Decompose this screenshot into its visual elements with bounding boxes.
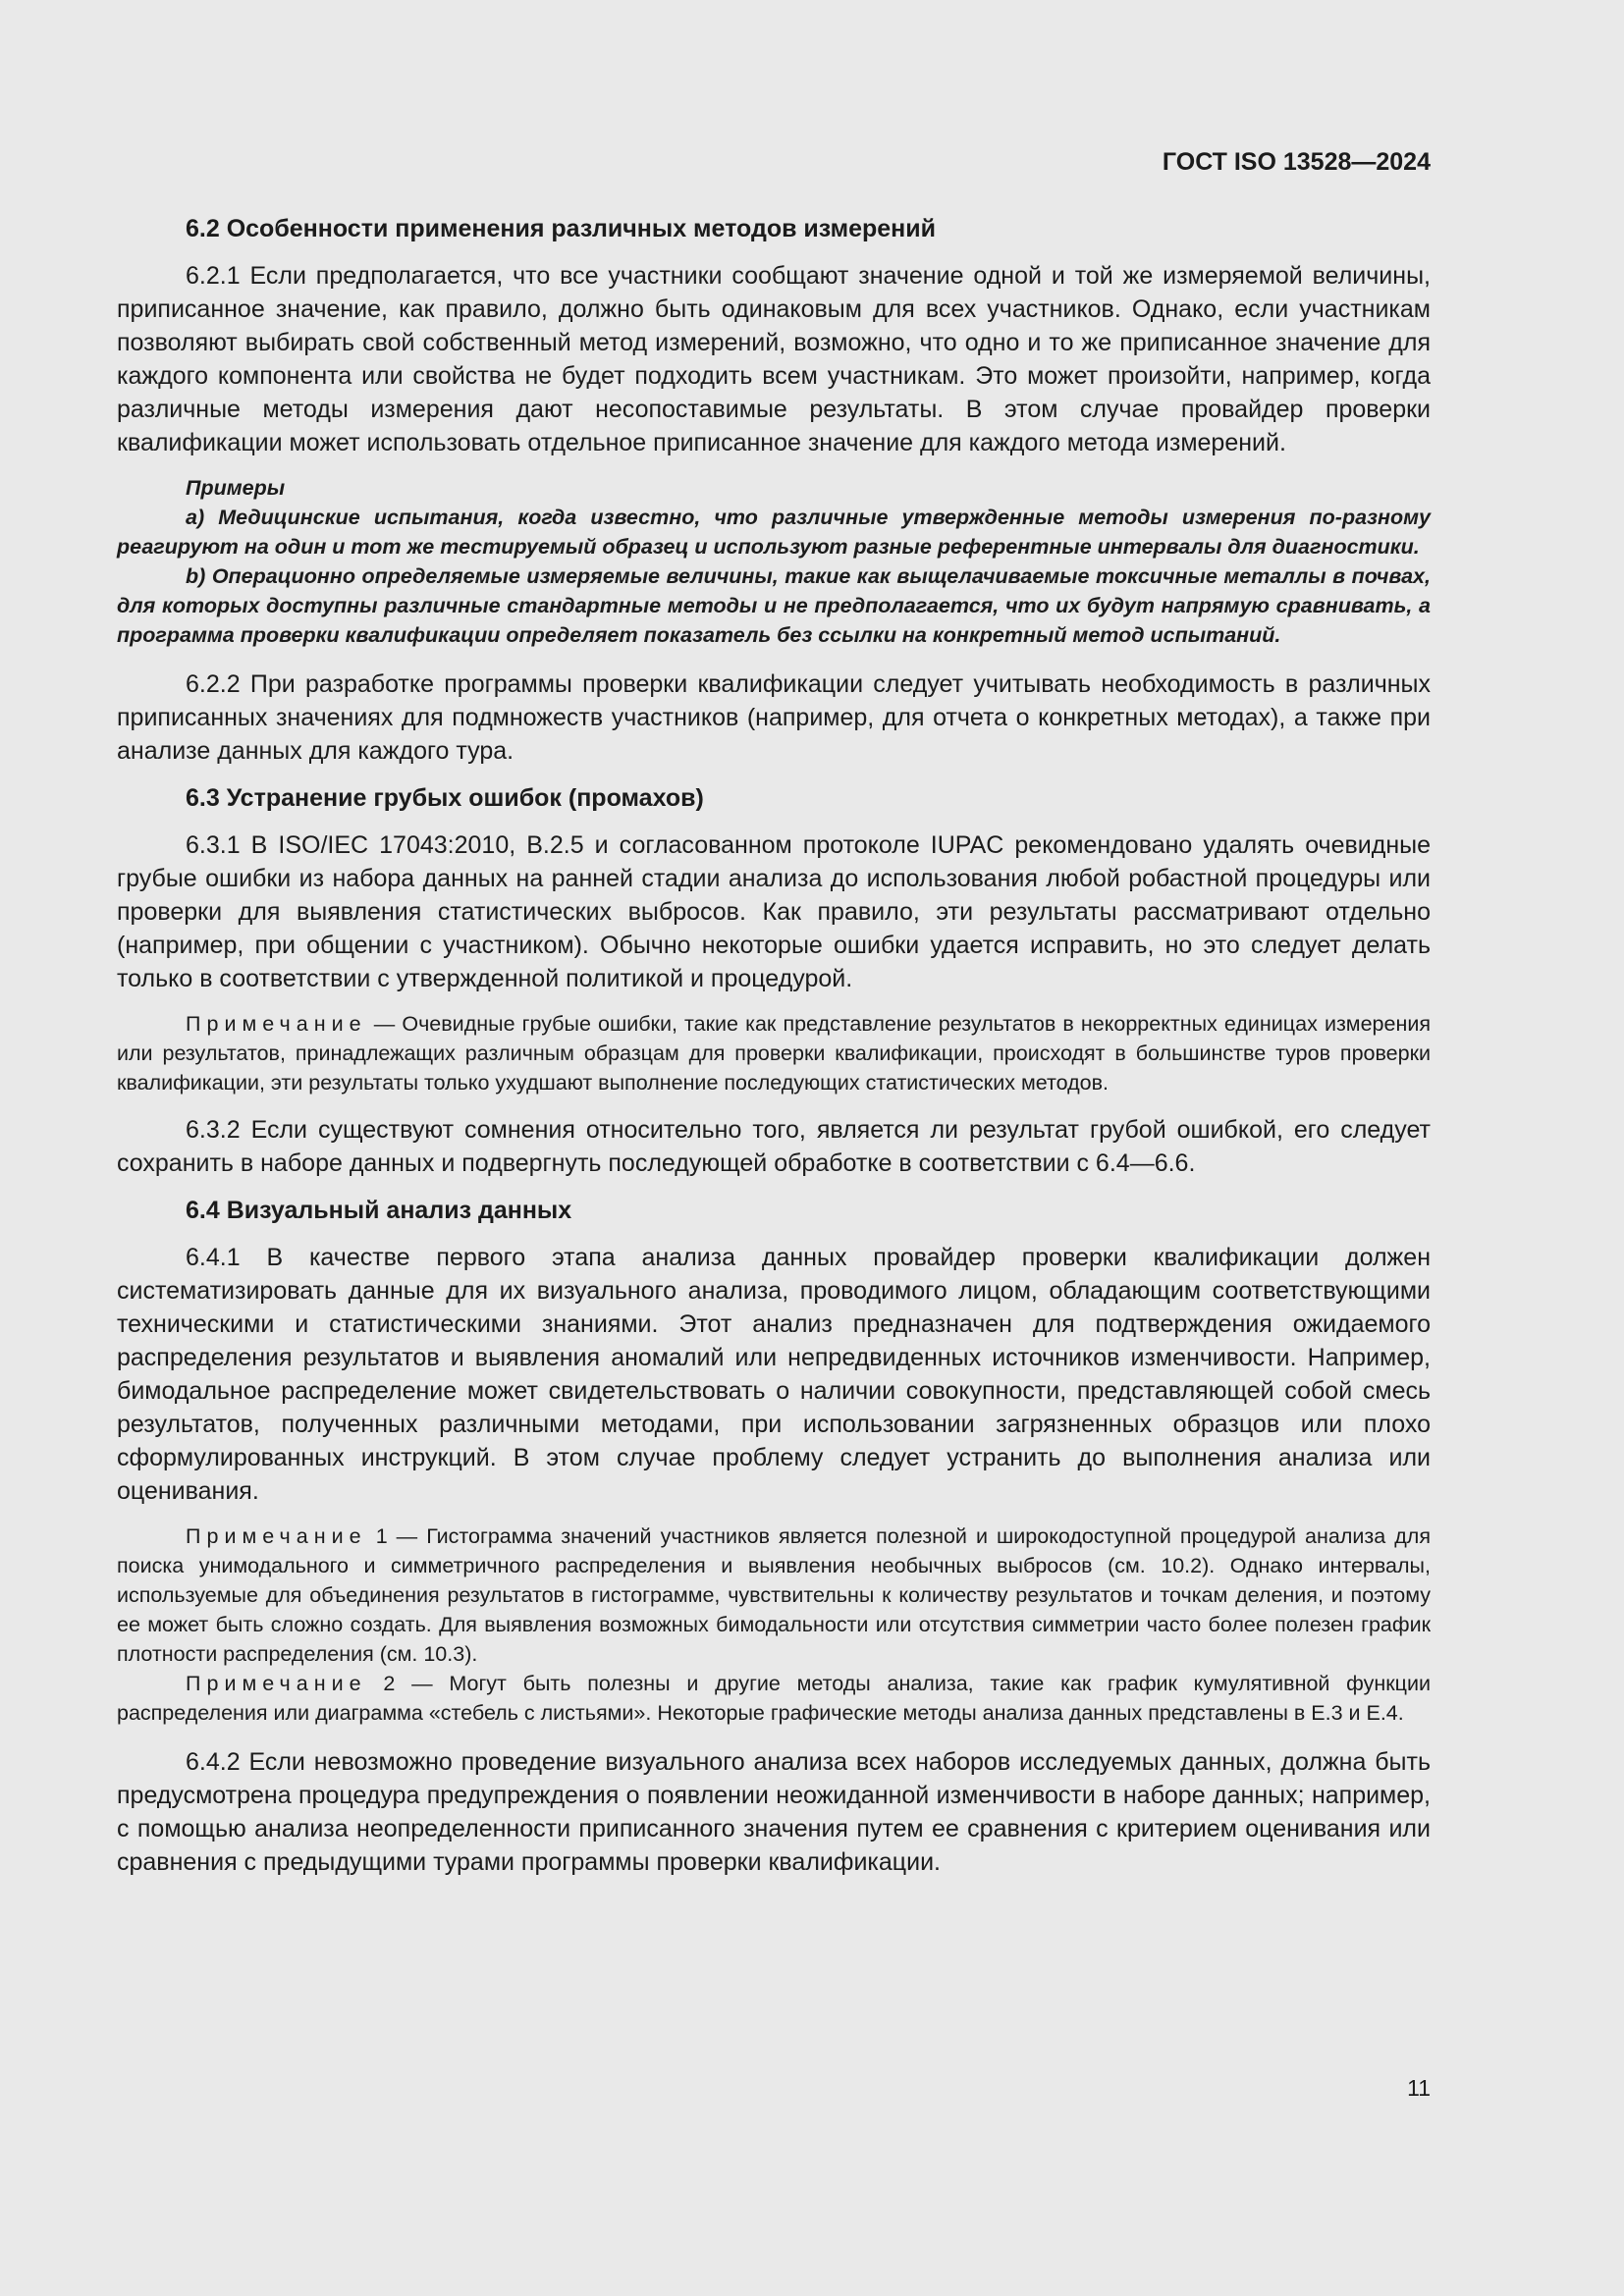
document-header: ГОСТ ISO 13528—2024 [1162, 148, 1431, 176]
paragraph-6-3-1: 6.3.1 В ISO/IEC 17043:2010, B.2.5 и согласованном протоколе IUPAC рекомендовано удалять очевидные грубые ошибки из набора данных на ранней стадии анализа до использования любой робастной процедуры или проверки для выявления статистических выбросов. Как правило, эти результаты рассматривают отдельно (например, при общении с участником). Обычно некоторые ошибки удается исправить, но это следует делать только в соответствии с утвержденной политикой и процедурой. [117, 831, 1431, 992]
example-b: b) Операционно определяемые измеряемые величины, такие как выщелачиваемые токсичные металлы в почвах, для которых доступны различные стандартные методы и не предполагается, что их будут напрямую сравнивать, а программа проверки квалификации определяет показатель без ссылки на конкретный метод испытаний. [117, 564, 1431, 647]
paragraph-6-4-1: 6.4.1 В качестве первого этапа анализа данных провайдер проверки квалификации должен систематизировать данные для их визуального анализа, проводимого лицом, обладающим соответствующими техническими и статистическими знаниями. Этот анализ предназначен для подтверждения ожидаемого распределения результатов и выявления аномалий или непредвиденных источников изменчивости. Например, бимодальное распределение может свидетельствовать о наличии совокупности, представляющей собой смесь результатов, полученных различными методами, при использовании загрязненных образцов или плохо сформулированных инструкций. В этом случае проблему следует устранить до выполнения анализа или оценивания. [117, 1244, 1431, 1505]
paragraph-6-4-2: 6.4.2 Если невозможно проведение визуального анализа всех наборов исследуемых данных, должна быть предусмотрена процедура предупреждения о появлении неожиданной изменчивости в наборе данных; например, с помощью анализа неопределенности приписанного значения путем ее сравнения с критерием оценивания или сравнения с предыдущими турами программы проверки квалификации. [117, 1748, 1431, 1876]
note-text: 1 — Гистограмма значений участников является полезной и широкодоступной процедурой анализа для поиска унимодального и симметричного распределения и выявления необычных выбросов (см. 10.2). Однако интервалы, используемые для объединения результатов в гистограмме, чувствительны к количеству результатов и точкам деления, и поэтому ее может быть сложно создать. Для выявления возможных бимодальности или отсутствия симметрии часто более полезен график плотности распределения (см. 10.3). [117, 1524, 1431, 1666]
note-label: Примечание [186, 1672, 367, 1695]
examples-block [117, 473, 1431, 650]
note-label: Примечание [186, 1012, 367, 1036]
section-title: 6.4 Визуальный анализ данных [186, 1197, 572, 1224]
section-title: 6.2 Особенности применения различных методов измерений [186, 215, 937, 242]
paragraph-6-3-2: 6.3.2 Если существуют сомнения относительно того, является ли результат грубой ошибкой, его следует сохранить в наборе данных и подвергнуть последующей обработке в соответствии с 6.4—6.6. [117, 1116, 1431, 1177]
examples-label: Примеры [186, 476, 286, 500]
section-6-4 [117, 1194, 1431, 1879]
note [117, 1009, 1431, 1097]
section-6-3 [117, 781, 1431, 1180]
note-label: Примечание [186, 1524, 367, 1548]
note-text: — Очевидные грубые ошибки, такие как представление результатов в некорректных единицах измерения или результатов, принадлежащих различным образцам для проверки квалификации, происходят в большинстве туров проверки квалификации, эти результаты только ухудшают выполнение последующих статистических методов. [117, 1012, 1431, 1095]
paragraph-6-2-1: 6.2.1 Если предполагается, что все участники сообщают значение одной и той же измеряемой величины, приписанное значение, как правило, должно быть одинаковым для всех участников. Однако, если участникам позволяют выбирать свой собственный метод измерений, возможно, что одно и то же приписанное значение для каждого компонента или свойства не будет подходить всем участникам. Это может произойти, например, когда различные методы измерения дают несопоставимые результаты. В этом случае провайдер проверки квалификации может использовать отдельное приписанное значение для каждого метода измерений. [117, 262, 1431, 456]
notes-block [117, 1522, 1431, 1728]
document-page [117, 145, 1431, 1893]
note-1 [117, 1522, 1431, 1669]
note-text: 2 — Могут быть полезны и другие методы анализа, такие как график кумулятивной функции распределения или диаграмма «стебель с листьями». Некоторые графические методы анализа данных представлены в Е.3 и Е.4. [117, 1672, 1431, 1725]
note-2 [117, 1669, 1431, 1728]
section-6-2 [117, 212, 1431, 768]
example-a: a) Медицинские испытания, когда известно, что различные утвержденные методы измерения по-разному реагируют на один и тот же тестируемый образец и используют разные референтные интервалы для диагностики. [117, 506, 1431, 559]
page-number: 11 [1407, 2075, 1431, 2101]
paragraph-6-2-2: 6.2.2 При разработке программы проверки квалификации следует учитывать необходимость в различных приписанных значениях для подмножеств участников (например, для отчета о конкретных методах), а также при анализе данных для каждого тура. [117, 670, 1431, 765]
section-title: 6.3 Устранение грубых ошибок (промахов) [186, 784, 704, 812]
